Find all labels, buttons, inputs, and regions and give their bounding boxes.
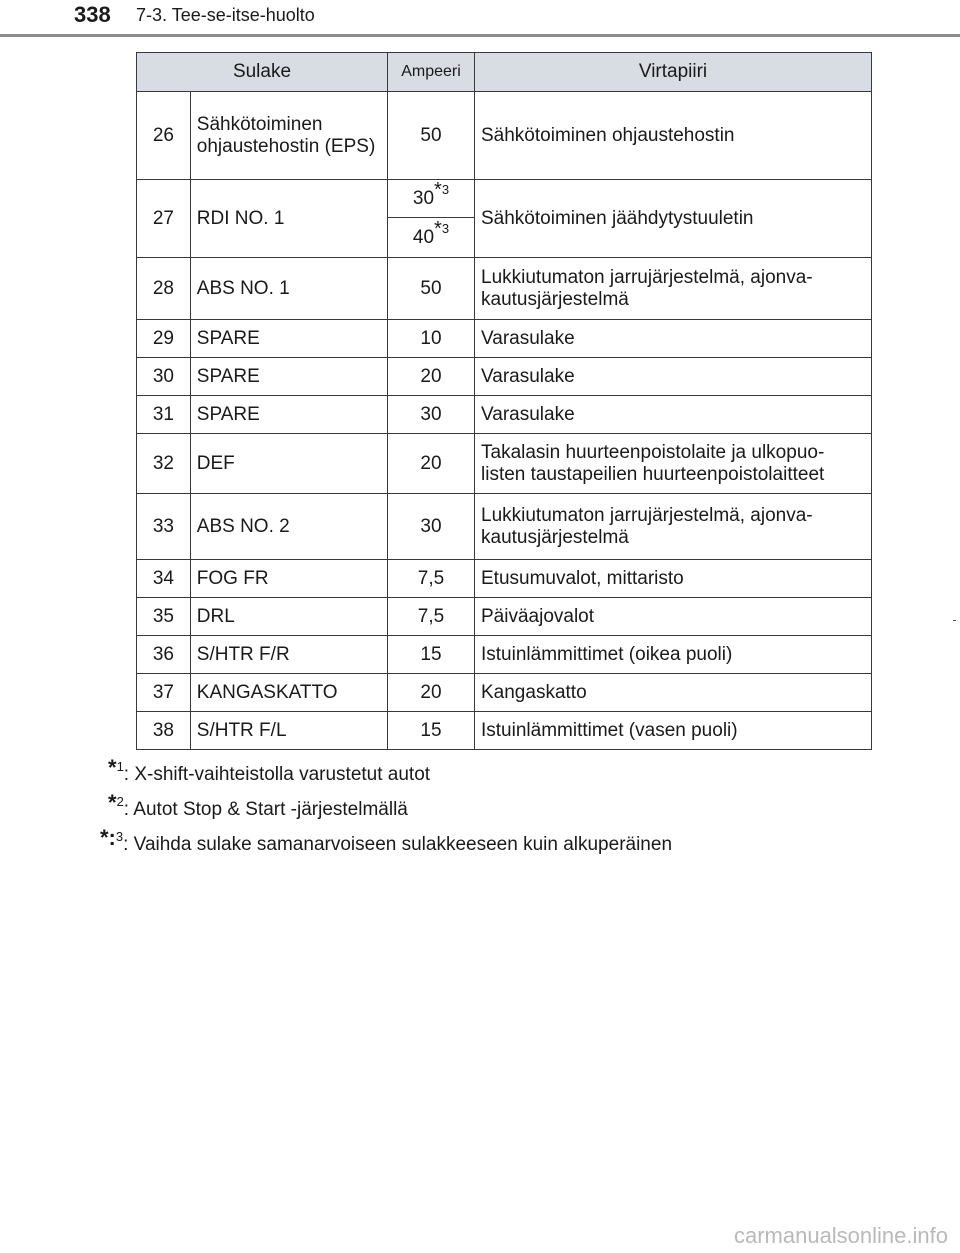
table-row	[137, 180, 872, 218]
footnote-marker	[100, 825, 116, 860]
table-row	[137, 434, 872, 494]
fuse-circuit: Varasulake	[475, 396, 872, 434]
fuse-ampere: 30	[388, 396, 475, 434]
fuse-number: 33	[137, 494, 191, 560]
fuse-name: ABS NO. 1	[190, 258, 387, 320]
fuse-number: 37	[137, 674, 191, 712]
fuse-ampere: 30	[388, 494, 475, 560]
header-rule	[0, 34, 960, 37]
fuse-number: 26	[137, 92, 191, 180]
fuse-number: 31	[137, 396, 191, 434]
fuse-circuit: Sähkötoiminen jäähdytystuuletin	[475, 180, 872, 258]
fuse-ampere: 20	[388, 674, 475, 712]
table-row	[137, 92, 872, 180]
fuse-name: Sähkötoiminen ohjaustehostin (EPS)	[190, 92, 387, 180]
column-header-fuse: Sulake	[137, 53, 388, 92]
fuse-ampere: 50	[388, 258, 475, 320]
footnotes	[100, 755, 673, 865]
fuse-ampere: 50	[388, 92, 475, 180]
table-row	[137, 358, 872, 396]
footnote-marker	[108, 790, 117, 825]
footnote-marker	[108, 755, 117, 790]
fuse-ampere: 7,5	[388, 598, 475, 636]
fuse-number: 38	[137, 712, 191, 750]
column-header-ampere: Ampeeri	[388, 53, 475, 92]
fuse-table-head	[137, 53, 872, 92]
table-row	[137, 258, 872, 320]
fuse-number: 27	[137, 180, 191, 258]
fuse-number: 35	[137, 598, 191, 636]
fuse-circuit: Istuinlämmittimet (vasen puoli)	[475, 712, 872, 750]
table-row	[137, 636, 872, 674]
fuse-number: 29	[137, 320, 191, 358]
fuse-name: SPARE	[190, 358, 387, 396]
footnote-star-icon: *	[108, 790, 117, 815]
section-title: 7-3. Tee-se-itse-huolto	[136, 5, 315, 25]
footnote-2	[108, 790, 672, 830]
fuse-circuit: Takalasin huurteenpoistolaite ja ulkopuo-listen taustapeilien huurteenpoistolaitteet	[475, 434, 872, 494]
fuse-circuit: Kangaskatto	[475, 674, 872, 712]
fuse-ampere-option	[388, 218, 475, 258]
fuse-circuit: Etusumuvalot, mittaristo	[475, 560, 872, 598]
footnote-text: : Autot Stop & Start -järjestelmällä	[123, 799, 408, 820]
fuse-number: 34	[137, 560, 191, 598]
footnote-3	[100, 825, 673, 865]
footnote-number: 1	[116, 759, 124, 774]
fuse-name: SPARE	[190, 320, 387, 358]
fuse-name: KANGASKATTO	[190, 674, 387, 712]
fuse-circuit: Istuinlämmittimet (oikea puoli)	[475, 636, 872, 674]
page-header	[0, 0, 960, 36]
footnote-ref: 3	[441, 181, 450, 197]
fuse-circuit: Varasulake	[475, 358, 872, 396]
ampere-value: 30	[412, 187, 435, 209]
table-row	[137, 674, 872, 712]
table-row	[137, 320, 872, 358]
table-row	[137, 396, 872, 434]
fuse-circuit: Lukkiutumaton jarrujärjestelmä, ajonva-kautusjärjestelmä	[475, 258, 872, 320]
footnote-text: : Vaihda sulake samanarvoiseen sulakkeeseen kuin alkuperäinen	[123, 834, 673, 855]
footnote-ref: 3	[441, 220, 450, 236]
fuse-number: 32	[137, 434, 191, 494]
fuse-number: 36	[137, 636, 191, 674]
column-header-circuit: Virtapiiri	[475, 53, 872, 92]
footnote-number: 2	[116, 794, 124, 809]
fuse-circuit: Varasulake	[475, 320, 872, 358]
table-row	[137, 560, 872, 598]
table-row	[137, 598, 872, 636]
page-number: 338	[74, 2, 111, 27]
footnote-star-icon: *	[434, 217, 442, 240]
fuse-ampere: 15	[388, 636, 475, 674]
footnote-star-icon: *:	[100, 825, 116, 850]
fuse-circuit: Päiväajovalot	[475, 598, 872, 636]
table-header-row	[137, 53, 872, 92]
fuse-ampere: 15	[388, 712, 475, 750]
fuse-ampere: 20	[388, 434, 475, 494]
footnote-star-icon: *	[434, 178, 442, 201]
fuse-name: S/HTR F/R	[190, 636, 387, 674]
fuse-name: SPARE	[190, 396, 387, 434]
fuse-name: DRL	[190, 598, 387, 636]
fuse-circuit: Lukkiutumaton jarrujärjestelmä, ajonva-kautusjärjestelmä	[475, 494, 872, 560]
fuse-ampere: 10	[388, 320, 475, 358]
fuse-number: 28	[137, 258, 191, 320]
ampere-value: 40	[412, 226, 435, 248]
fuse-circuit: Sähkötoiminen ohjaustehostin	[475, 92, 872, 180]
edge-mark	[953, 620, 956, 621]
table-row	[137, 494, 872, 560]
fuse-name: DEF	[190, 434, 387, 494]
fuse-number: 30	[137, 358, 191, 396]
fuse-name: RDI NO. 1	[190, 180, 387, 258]
fuse-name: ABS NO. 2	[190, 494, 387, 560]
fuse-table	[136, 52, 872, 750]
fuse-ampere: 7,5	[388, 560, 475, 598]
fuse-ampere-option	[388, 180, 475, 218]
table-row	[137, 712, 872, 750]
watermark: carmanualsonline.info	[733, 1223, 948, 1248]
fuse-name: S/HTR F/L	[190, 712, 387, 750]
footnote-star-icon: *	[108, 755, 117, 780]
footnote-1	[108, 755, 672, 795]
footnote-text: : X-shift-vaihteistolla varustetut autot	[123, 764, 431, 785]
fuse-table-body	[137, 92, 872, 750]
fuse-ampere: 20	[388, 358, 475, 396]
footnote-number: 3	[115, 829, 124, 844]
fuse-name: FOG FR	[190, 560, 387, 598]
